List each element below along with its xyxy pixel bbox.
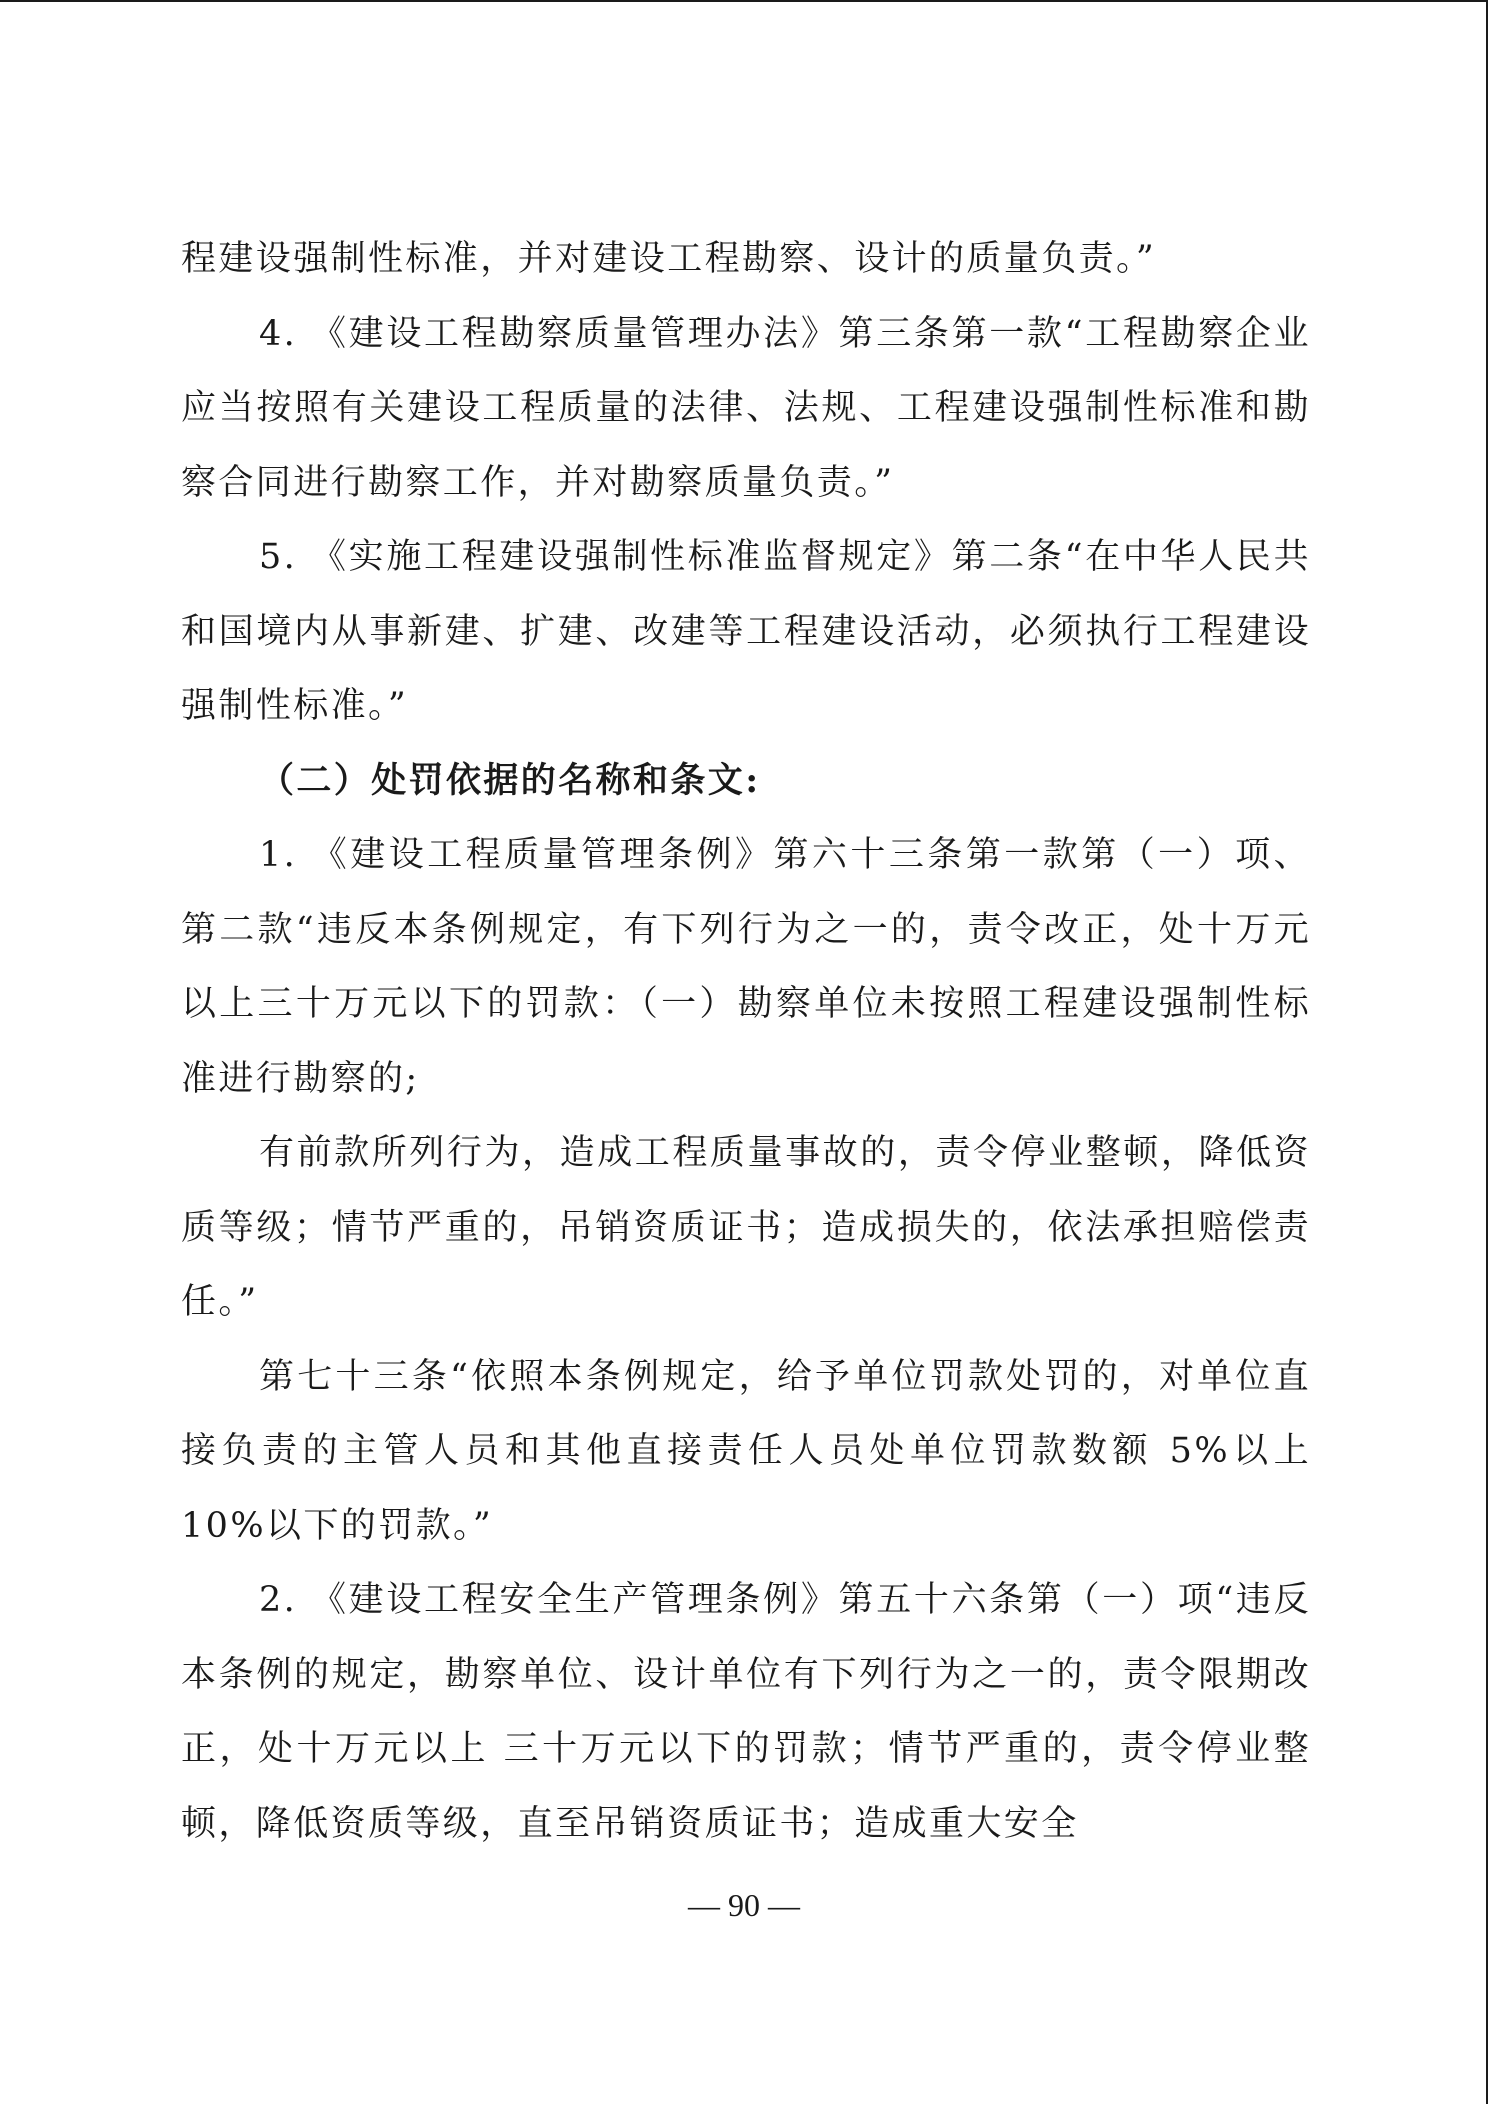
paragraph-penalty-1-clause-2: 有前款所列行为，造成工程质量事故的，责令停业整顿，降低资质等级；情节严重的，吊销资质证书；造成损失的，依法承担赔偿责任。” (181, 1133, 1311, 1322)
paragraph-penalty-1: 1. 《建设工程质量管理条例》第六十三条第一款第（一）项、第二款“违反本条例规定，有下列行为之一的，责令改正，处十万元以上三十万元以下的罚款：（一）勘察单位未按照工程建设强制性标准进行勘察的; (181, 835, 1311, 1099)
paragraph-item-4: 4. 《建设工程勘察质量管理办法》第三条第一款“工程勘察企业应当按照有关建设工程质量的法律、法规、工程建设强制性标准和勘察合同进行勘察工作，并对勘察质量负责。” (181, 313, 1311, 503)
section-heading: （二）处罚依据的名称和条文: (259, 759, 761, 801)
paragraph-continuation: 程建设强制性标准，并对建设工程勘察、设计的质量负责。” (181, 239, 1157, 279)
paragraph-item-5: 5. 《实施工程建设强制性标准监督规定》第二条“在中华人民共和国境内从事新建、扩建、改建等工程建设活动，必须执行工程建设强制性标准。” (181, 537, 1311, 726)
page-number: — 90 — (688, 1887, 800, 1923)
document-body (181, 222, 1311, 1861)
paragraph-penalty-2: 2. 《建设工程安全生产管理条例》第五十六条第（一）项“违反本条例的规定，勘察单位、设计单位有下列行为之一的，责令限期改正，处十万元以上 三十万元以下的罚款；情节严重的，责令停业整顿，降低资质等级，直至吊销资质证书；造成重大安全 (181, 1580, 1311, 1844)
paragraph-article-73: 第七十三条“依照本条例规定，给予单位罚款处罚的，对单位直接负责的主管人员和其他直接责任人员处单位罚款数额 5%以上 10%以下的罚款。” (181, 1356, 1311, 1546)
